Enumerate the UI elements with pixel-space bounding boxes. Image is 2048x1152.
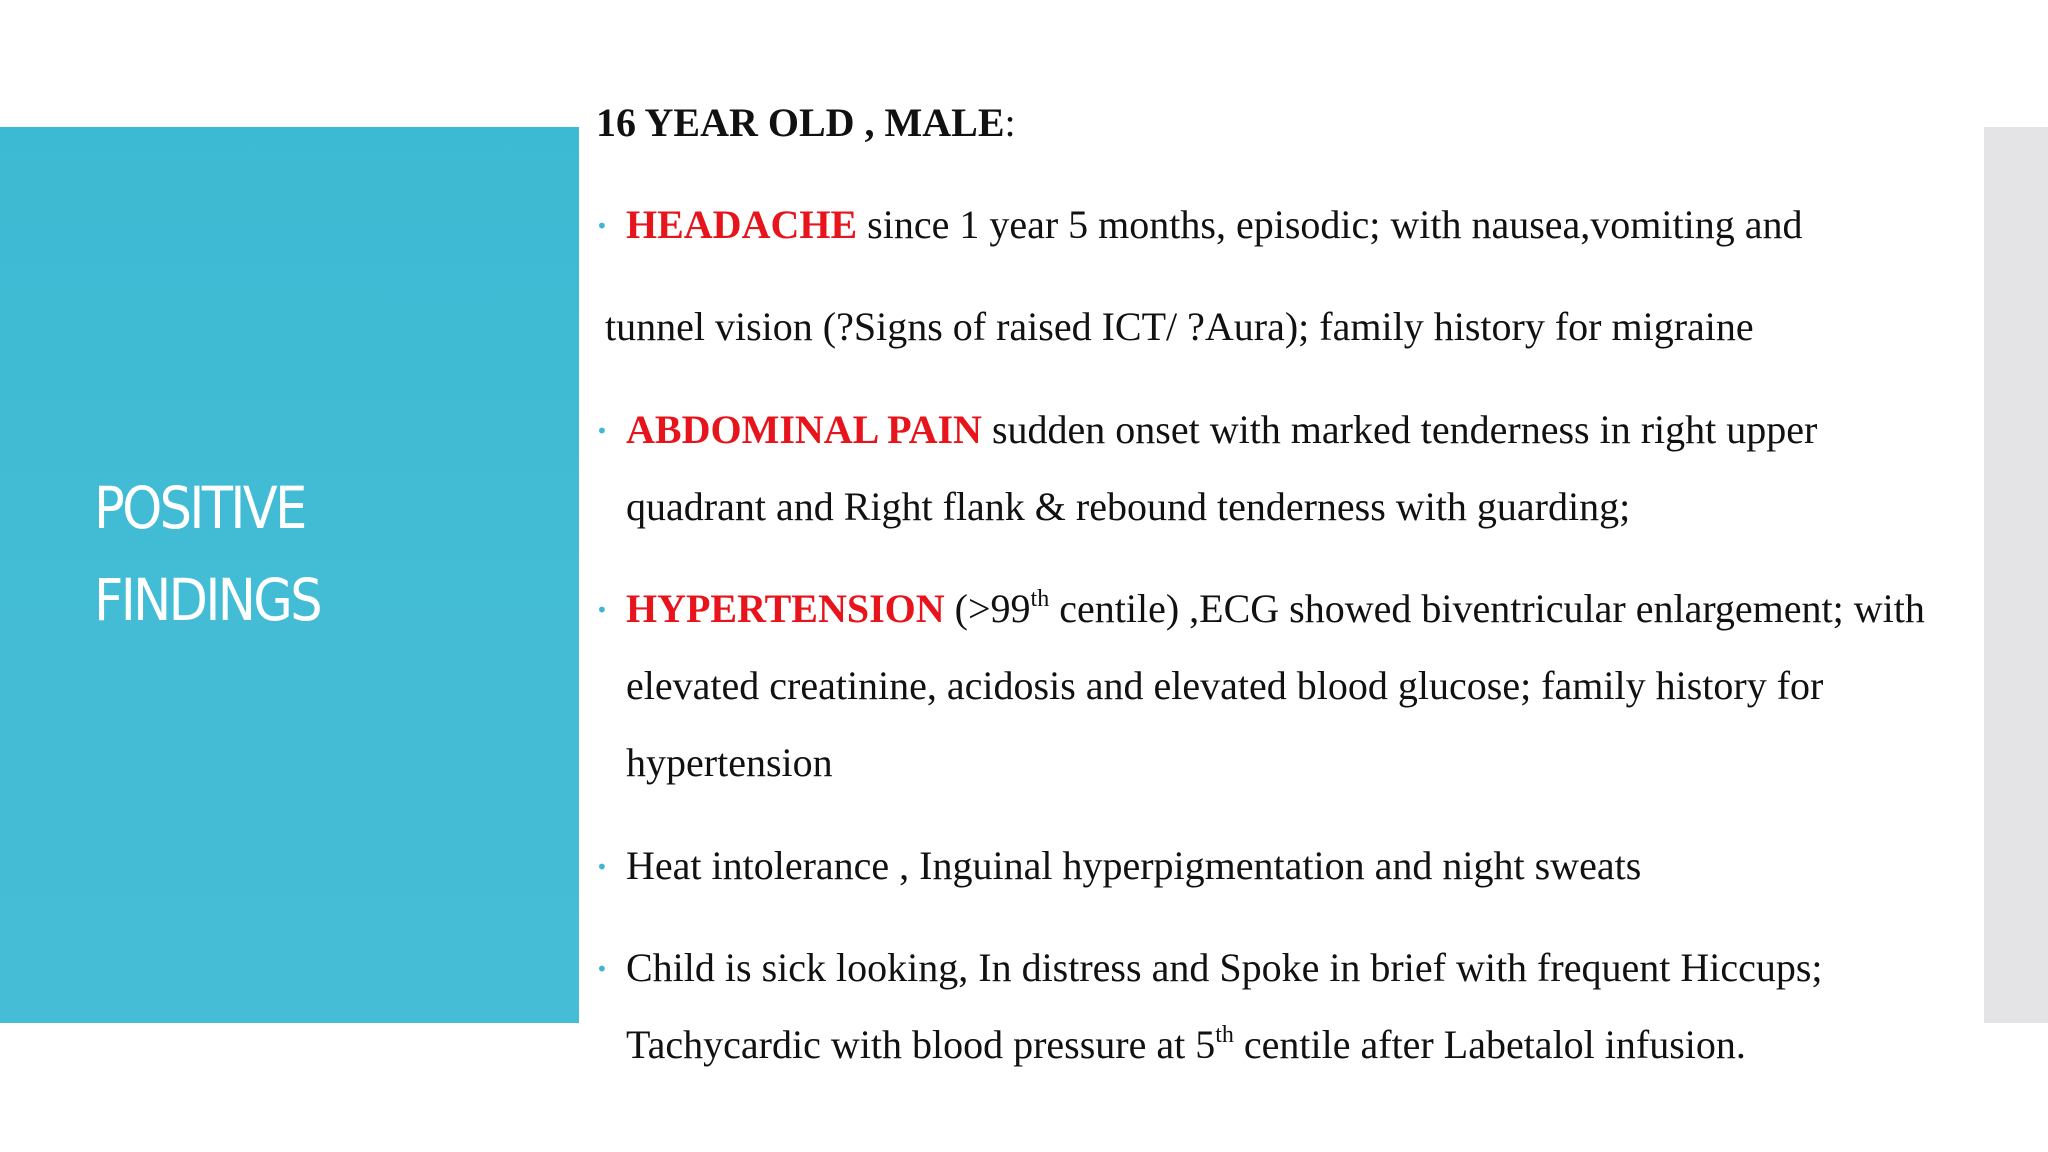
patient-heading (596, 99, 1016, 147)
finding-hypertension-text-1b: centile) ,ECG showed biventricular enlargement; with (1049, 586, 1925, 631)
bullet-icon: • (596, 419, 608, 443)
finding-abdominal-text-1: sudden onset with marked tenderness in right upper (981, 407, 1818, 452)
finding-abdominal-keyword: ABDOMINAL PAIN (626, 407, 982, 452)
bullet-icon: • (596, 957, 608, 981)
finding-headache-line-1 (626, 201, 1803, 249)
finding-headache-keyword: HEADACHE (626, 202, 858, 247)
finding-hypertension-line-3: hypertension (626, 740, 833, 785)
finding-heat-intolerance: Heat intolerance , Inguinal hyperpigmentation and night sweats (626, 843, 1642, 888)
bullet-icon: • (596, 214, 608, 238)
finding-headache-line-2: tunnel vision (?Signs of raised ICT/ ?Aura); family history for migraine (605, 304, 1754, 349)
slide-title-line-2: FINDINGS (94, 566, 320, 634)
patient-heading-text: 16 YEAR OLD , MALE (596, 100, 1005, 145)
bullet-icon: • (596, 855, 608, 879)
slide-title-line-1: POSITIVE (94, 474, 305, 542)
finding-hypertension-line-2: elevated creatinine, acidosis and elevated blood glucose; family history for (626, 663, 1824, 708)
finding-general-text-2a: Tachycardic with blood pressure at 5 (626, 1022, 1216, 1067)
finding-abdominal-line-2: quadrant and Right flank & rebound tenderness with guarding; (626, 484, 1631, 529)
patient-heading-colon: : (1004, 100, 1016, 145)
finding-abdominal-line-1 (626, 406, 1817, 454)
finding-headache-text-1: since 1 year 5 months, episodic; with nausea,vomiting and (857, 202, 1803, 247)
finding-hypertension-keyword: HYPERTENSION (626, 586, 945, 631)
bullet-icon: • (596, 598, 608, 622)
finding-hypertension-superscript: th (1030, 586, 1050, 612)
finding-general-line-1: Child is sick looking, In distress and Spoke in brief with frequent Hiccups; (626, 945, 1823, 990)
finding-general-superscript: th (1215, 1022, 1234, 1048)
finding-hypertension-text-1a: (>99 (944, 586, 1031, 631)
finding-general-text-2b: centile after Labetalol infusion. (1233, 1022, 1746, 1067)
finding-general-line-2 (626, 1021, 1746, 1069)
finding-hypertension-line-1 (626, 585, 1925, 633)
